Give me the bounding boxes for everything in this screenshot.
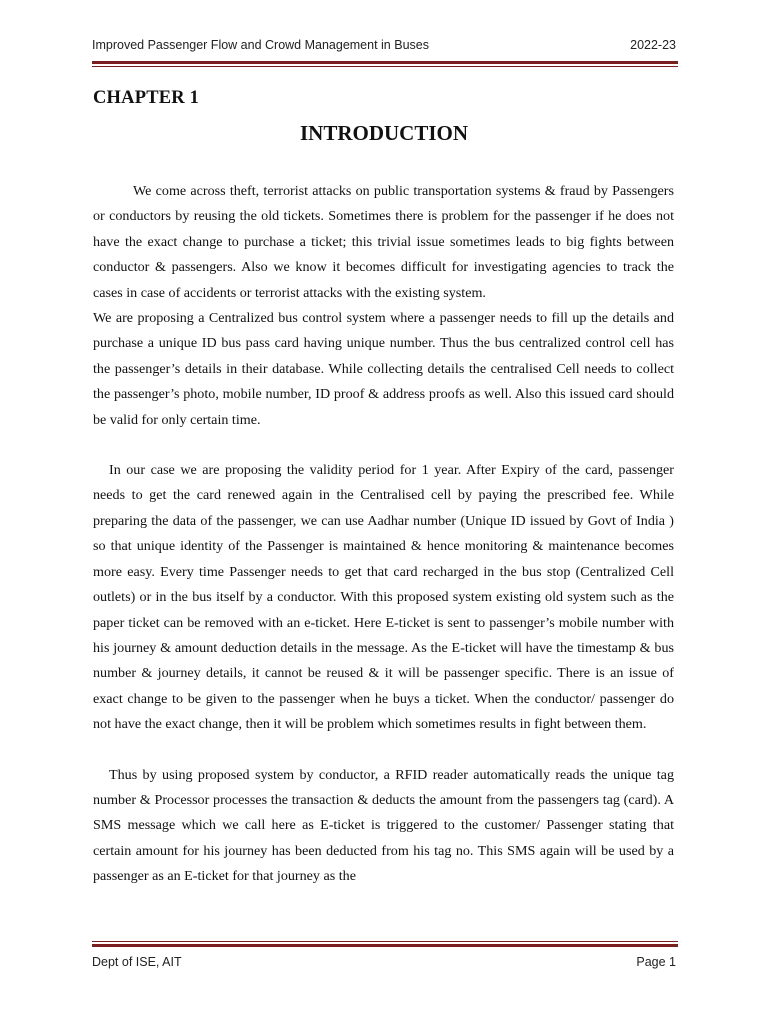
- footer-department: Dept of ISE, AIT: [92, 955, 182, 969]
- paragraph: Thus by using proposed system by conductor, a RFID reader automatically reads the unique tag number & Processor processes the transaction & deducts the amount from the passengers tag (card). A SMS message which we call here as E-ticket is triggered to the customer/ Passenger stating that certain amount for his journey has been deducted from his tag no. This SMS again will be used by a passenger as an E-ticket for that journey as the: [93, 766, 674, 885]
- header-title: Improved Passenger Flow and Crowd Management in Buses: [92, 38, 429, 52]
- section-title: INTRODUCTION: [299, 121, 469, 145]
- page-header: [92, 38, 676, 52]
- page-footer: [92, 955, 676, 969]
- body-text: [93, 179, 674, 890]
- paragraph: We are proposing a Centralized bus control system where a passenger needs to fill up the details and purchase a unique ID bus pass card having unique number. Thus the bus centralized control cell has the passenger’s details in their database. While collecting details the centralised Cell needs to collect the passenger’s photo, mobile number, ID proof & address proofs as well. Also this issued card should be valid for only certain time.: [93, 310, 674, 428]
- footer-rule: [92, 941, 678, 947]
- header-rule: [92, 61, 678, 67]
- paragraph: In our case we are proposing the validity period for 1 year. After Expiry of the card, passenger needs to get the card renewed again in the Centralised cell by paying the prescribed fee. While preparing the data of the passenger, we can use Aadhar number (Unique ID issued by Govt of India ) so that unique identity of the Passenger is maintained & hence monitoring & maintenance becomes more easy. Every time Passenger needs to get that card recharged in the bus stop (Centralized Cell outlets) or in the bus itself by a conductor. With this proposed system existing old system such as the paper ticket can be removed with an e-ticket. Here E-ticket is sent to passenger’s mobile number with his journey & amount deduction details in the message. As the E-ticket will have the timestamp & bus number & journey details, it cannot be reused & it will be passenger specific. There is an issue of exact change to be given to the passenger when he buys a ticket. When the conductor/ passenger do not have the exact change, then it will be problem which sometimes results in fight between them.: [93, 462, 674, 733]
- chapter-heading: CHAPTER 1: [93, 88, 200, 108]
- page-number: Page 1: [636, 955, 676, 969]
- header-year: 2022-23: [630, 38, 676, 52]
- paragraph: We come across theft, terrorist attacks on public transportation systems & fraud by Passengers or conductors by reusing the old tickets. Sometimes there is problem for the passenger if he does not have the exact change to purchase a ticket; this trivial issue sometimes leads to big fights between conductor & passengers. Also we know it becomes difficult for investigating agencies to track the cases in case of accidents or terrorist attacks with the existing system.: [93, 183, 674, 301]
